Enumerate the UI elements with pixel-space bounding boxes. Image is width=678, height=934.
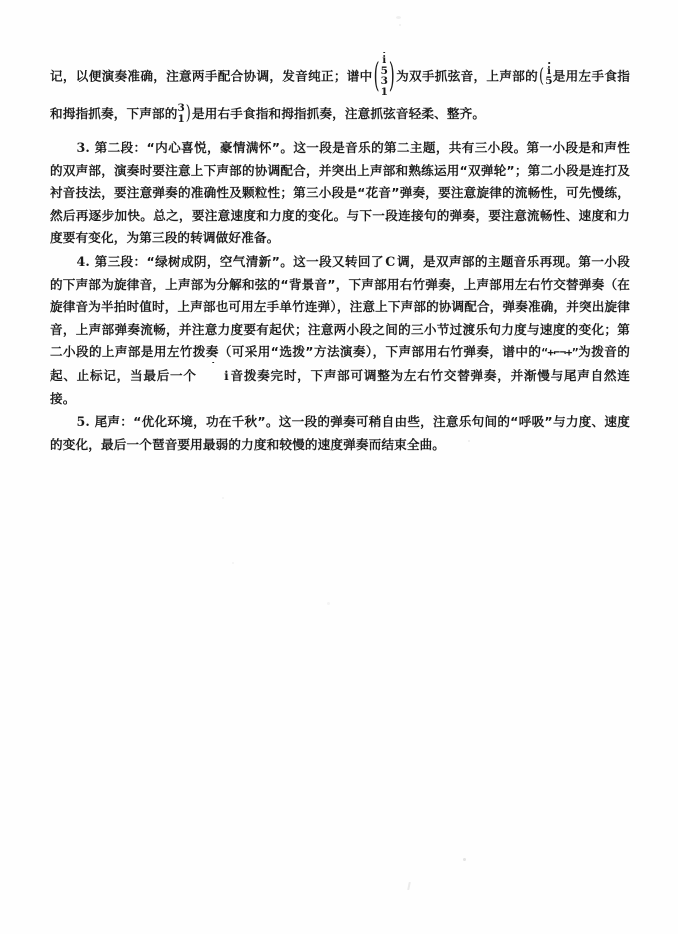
- section-3-body: 第二段：“内心喜悦，豪情满怀”。这一段是音乐的第二主题，共有三小段。第一小段是和声性的双声部，演奏时要注意上下声部的协调配合，并突出上声部和熟练运用“双弹轮”；第二小段是连打及衬音技法，要注意弹奏的准确性及颗粒性；第三小段是“花音”弹奏，要注意旋律的流畅性，可先慢练，然后再逐步加快。总之，要注意速度和力度的变化。与下一段连接句的弹奏，要注意流畅性、速度和力度要有变化，为第三段的转调做好准备。: [50, 140, 630, 246]
- intro-text-part-4: 是用右手食指和拇指抓奏，注意抓弦音轻柔、整齐。: [191, 106, 486, 121]
- intro-text-part-1: 记，以便演奏准确，注意两手配合协调，发音纯正；谱中: [50, 68, 373, 84]
- scan-artifact: [399, 24, 401, 26]
- jianpu-chord-31: [177, 103, 192, 124]
- jianpu-pitch-3: 3: [177, 102, 185, 114]
- jianpu-open-paren: (: [539, 64, 545, 88]
- jianpu-pitch-5: 5: [380, 64, 388, 77]
- scan-artifact: [407, 882, 411, 890]
- jianpu-pitch-3: 3: [380, 75, 388, 87]
- scan-artifact: [232, 562, 234, 564]
- paragraph-section-4: [50, 251, 630, 410]
- jianpu-pitch-5: 5: [545, 75, 553, 87]
- jianpu-pitch-i: i: [546, 64, 551, 77]
- jianpu-close-paren: ): [185, 102, 191, 125]
- jianpu-pitch-i: i: [382, 54, 387, 66]
- pluck-start-stop-marking: “+⌐¬+”: [541, 346, 579, 360]
- paragraph-number-4: 4.: [76, 253, 90, 269]
- intro-text-part-2: 为双手抓弦音，上声部的: [395, 68, 539, 84]
- paragraph-intro: [50, 56, 630, 129]
- scan-artifact: [327, 602, 330, 605]
- section-5-body: 尾声：“优化环境，功在千秋”。这一段的弹奏可稍自由些，注意乐句间的“呼吸”与力度、速度的变化，最后一个琶音要用最弱的力度和较慢的速度弹奏而结束全曲。: [50, 414, 630, 452]
- intro-text-part-3: 是用左手食指和拇指抓奏，下声部的: [50, 68, 631, 121]
- section-4-body-part-3: 为拨音的起、止标记，当最后一个: [50, 344, 630, 383]
- paragraph-section-5: [50, 411, 630, 456]
- jianpu-chord-i531: [373, 55, 396, 97]
- jianpu-chord-i5: [538, 66, 553, 87]
- section-4-body-part-4: 音拨奏完时，下声部可调整为左右竹交替弹奏，并渐慢与尾声自然连接。: [50, 367, 631, 406]
- jianpu-note-high-do: i: [197, 365, 230, 388]
- jianpu-pitch-1: 1: [177, 112, 185, 125]
- scan-artifact: [222, 497, 224, 499]
- scan-artifact: [463, 858, 466, 861]
- paragraph-section-3: [50, 137, 630, 250]
- paragraph-number-5: 5.: [76, 414, 90, 430]
- jianpu-pitch-stack: [545, 66, 552, 87]
- jianpu-open-paren: (: [373, 54, 380, 96]
- jianpu-pitch-stack: [381, 55, 388, 97]
- paragraph-number-3: 3.: [76, 140, 90, 155]
- jianpu-pitch-1: 1: [380, 85, 388, 98]
- jianpu-pitch-stack: [177, 103, 184, 124]
- section-4-body-part-2: 调，是双声部的主题音乐再现。第一小段的下声部为旋律音，上声部为分解和弦的“背景音”，下声部用右竹弹奏，上声部用左右竹交替弹奏（在旋律音为半拍时值时，上声部也可用左手单竹连弹），注意上下声部的协调配合，弹奏准确，并突出旋律音，上声部弹奏流畅，并注意力度要有起伏；注意两小段之间的三小节过渡乐句力度与速度的变化；第二小段的上声部是用左竹拨奏（可采用“选拨”方法演奏），下声部用右竹弹奏，谱中的: [50, 253, 630, 360]
- key-signature-c: C: [385, 253, 396, 269]
- scan-artifact: [396, 16, 401, 19]
- jianpu-close-paren: ): [388, 54, 395, 96]
- document-text-column: [50, 56, 630, 456]
- section-4-body-part-1: 第三段：“绿树成阴，空气清新”。这一段又转回了: [94, 253, 384, 269]
